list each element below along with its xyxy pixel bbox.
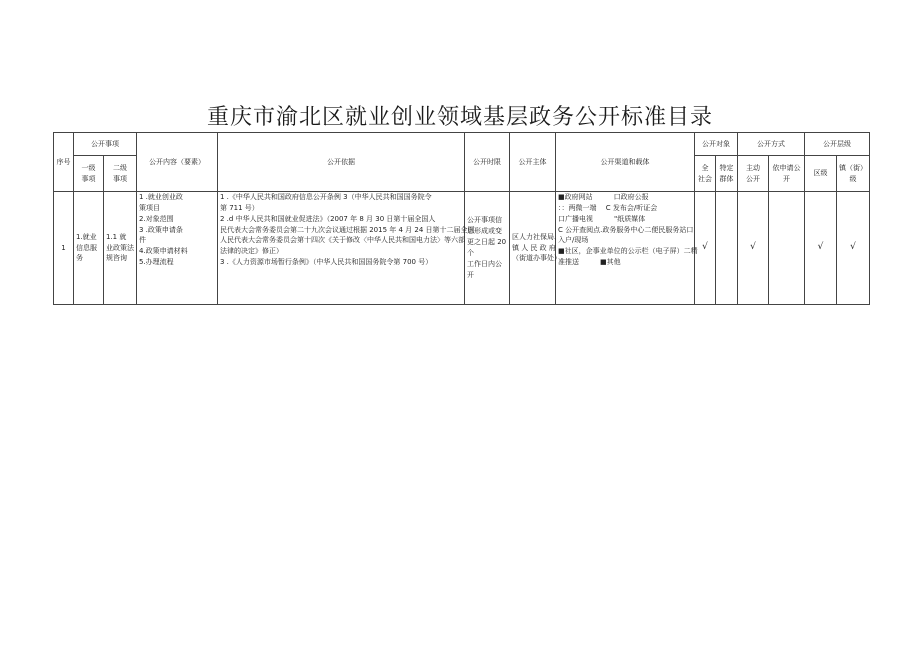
cell-basis: 1 .《中华人民共和国政府信息公开条例 3（中华人民共和国国务院令 第 711 号） 2 .d 中华人民共和国就业促进法》（2007 年 8 月 30 日第十届全国人 民代表大会常务委员会第二十九次会议通过根据 2015 年 4 月 24 日第十二届全国 人民代表大会常务委员会第十四次《关于修改〈中华人民共和国电力法〉等六部 法律的决定》修正） 3 .《人力资源市场暂行条例》（中华人民共和国国务院令第 700 号） [218,192,465,305]
cell-level1: 1.就业 信息服务 [74,192,104,305]
header-level2: 二级 事项 [104,156,137,192]
catalog-table [53,132,870,305]
cell-level-town: √ [837,192,870,305]
header-channel: 公开渠道和载体 [556,133,695,192]
header-content: 公开内容（要素） [137,133,218,192]
cell-channel: ■政府网站 口政府公报 ：：两微一端 C 发布会/听证会 口广播电视 "纸质媒体 C 公开查阅点.政务服务中心二便民服务站口 入户/现场 ■社区，企事业单位的公示栏（电子屏）二精 准推送 ■其他 [556,192,695,305]
header-mode-request: 依申请公 开 [769,156,805,192]
header-subject: 公开主体 [510,133,556,192]
header-target-specific: 特定 群体 [716,156,738,192]
header-item-group: 公开事项 [74,133,137,156]
header-level-district: 区级 [805,156,837,192]
cell-subject: 区人力社保局、 镇 人 民 政 府 （街道办事处） [510,192,556,305]
header-level-town: 镇（街） 级 [837,156,870,192]
cell-level-district: √ [805,192,837,305]
cell-seq: 1 [54,192,74,305]
header-mode-active: 主动 公开 [738,156,769,192]
header-basis: 公开依据 [218,133,465,192]
header-row-1 [54,133,870,156]
header-mode-group: 公开方式 [738,133,805,156]
cell-target-specific [716,192,738,305]
table-row [54,192,870,305]
cell-time: 公开事项信 息形成或变 更之日起 20 个 工作日内公 开 [465,192,510,305]
cell-mode-active: √ [738,192,769,305]
cell-mode-request [769,192,805,305]
header-target-all: 全 社会 [695,156,716,192]
document-title: 重庆市渝北区就业创业领域基层政务公开标准目录 [206,105,713,130]
cell-level2: 1.1 就 业政策法 规咨询 [104,192,137,305]
header-level-group: 公开层级 [805,133,870,156]
header-time: 公开时限 [465,133,510,192]
cell-content: 1 .就业创业政 策项目 2.对象范围 3 .政策申请条 件 4.政策申请材料 5.办理流程 [137,192,218,305]
header-target-group: 公开对象 [695,133,738,156]
header-level1: 一级 事项 [74,156,104,192]
header-seq: 序号 [54,133,74,192]
cell-target-all: √ [695,192,716,305]
